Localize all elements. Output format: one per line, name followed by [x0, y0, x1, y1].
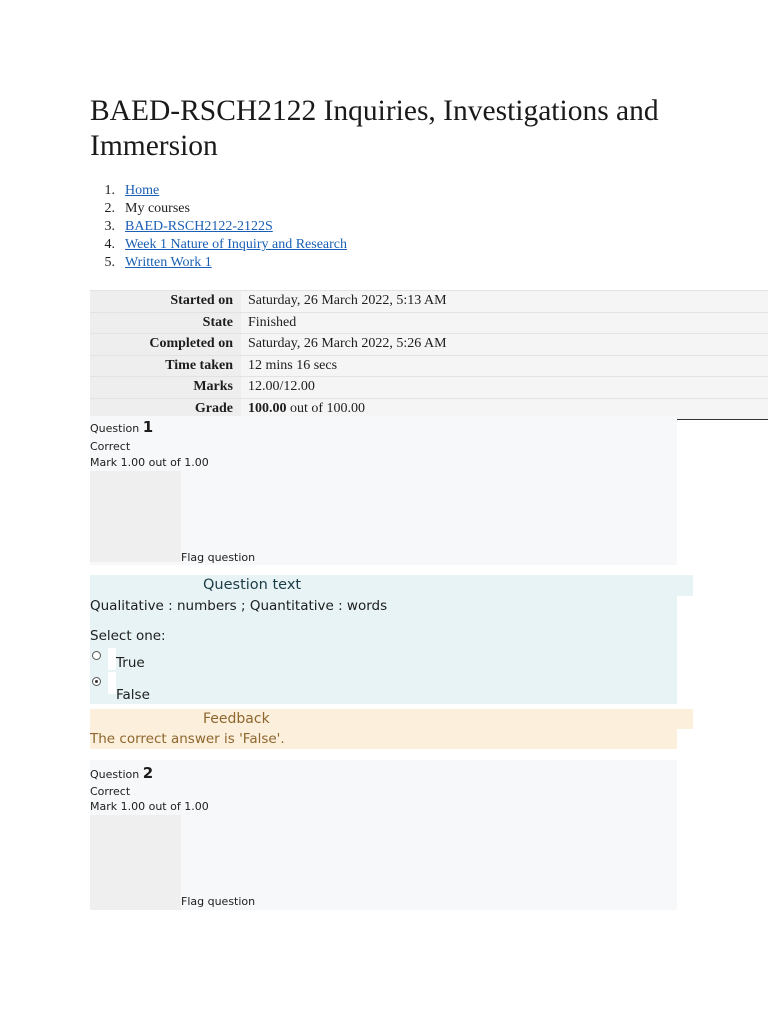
- summary-value: Saturday, 26 March 2022, 5:26 AM: [241, 334, 768, 356]
- breadcrumb-text-my-courses: My courses: [125, 201, 190, 216]
- question-label-text: Question: [90, 422, 140, 435]
- question-number: 2: [142, 764, 154, 782]
- question-text: Qualitative : numbers ; Quantitative : words: [90, 598, 388, 614]
- feedback-text: The correct answer is 'False'.: [90, 731, 285, 747]
- breadcrumb: [90, 182, 347, 272]
- page-title: BAED-RSCH2122 Inquiries, Investigations and Immersion: [90, 95, 659, 162]
- question-mark: Mark 1.00 out of 1.00: [90, 800, 209, 813]
- radio-true[interactable]: [92, 651, 101, 660]
- summary-value: 12.00/12.00: [241, 377, 768, 399]
- summary-value: 12 mins 16 secs: [241, 355, 768, 377]
- select-one-prompt: Select one:: [90, 628, 166, 644]
- breadcrumb-link-quiz[interactable]: Written Work 1: [125, 255, 212, 270]
- question-label: [90, 418, 153, 436]
- feedback-body: [90, 729, 677, 749]
- summary-value: Saturday, 26 March 2022, 5:13 AM: [241, 291, 768, 313]
- summary-row-completed-on: [90, 334, 768, 356]
- breadcrumb-link-week[interactable]: Week 1 Nature of Inquiry and Research: [125, 237, 348, 252]
- question-text-header: [90, 575, 693, 596]
- summary-label: Started on: [90, 291, 241, 313]
- summary-row-started-on: [90, 291, 768, 313]
- question-mark: Mark 1.00 out of 1.00: [90, 456, 209, 469]
- breadcrumb-number: 3.: [104, 219, 115, 234]
- option-spacer: [108, 648, 116, 670]
- summary-label: State: [90, 312, 241, 334]
- question-number: 1: [142, 418, 154, 436]
- flag-icon-placeholder: [90, 471, 181, 562]
- summary-label: Completed on: [90, 334, 241, 356]
- question-info-2: [90, 760, 677, 910]
- question-state: Correct: [90, 440, 131, 453]
- question-info-1: [90, 416, 677, 565]
- breadcrumb-link-course[interactable]: BAED-RSCH2122-2122S: [125, 219, 273, 234]
- flag-question-link[interactable]: Flag question: [181, 895, 256, 908]
- summary-label: Grade: [90, 398, 241, 420]
- summary-row-marks: [90, 377, 768, 399]
- breadcrumb-number: 2.: [104, 201, 115, 216]
- breadcrumb-number: 5.: [104, 255, 115, 270]
- question-text-heading: Question text: [203, 577, 302, 593]
- question-label-text: Question: [90, 768, 140, 781]
- breadcrumb-item-week: [90, 236, 347, 254]
- breadcrumb-number: 4.: [104, 237, 115, 252]
- breadcrumb-item-course: [90, 218, 347, 236]
- flag-question-link[interactable]: Flag question: [181, 551, 256, 564]
- breadcrumb-item-my-courses: [90, 200, 347, 218]
- option-label-true[interactable]: True: [116, 655, 145, 671]
- radio-false[interactable]: [92, 677, 101, 686]
- breadcrumb-link-home[interactable]: Home: [125, 183, 160, 198]
- question-label: [90, 764, 153, 782]
- feedback-heading: Feedback: [203, 711, 270, 727]
- feedback-header: [90, 709, 693, 729]
- summary-row-state: [90, 312, 768, 334]
- question-state: Correct: [90, 785, 131, 798]
- summary-value: Finished: [241, 312, 768, 334]
- summary-label: Time taken: [90, 355, 241, 377]
- attempt-summary-table: [90, 290, 768, 420]
- breadcrumb-item-home: [90, 182, 347, 200]
- option-spacer: [108, 672, 116, 694]
- breadcrumb-item-quiz: [90, 254, 347, 272]
- breadcrumb-number: 1.: [104, 183, 115, 198]
- question-text-body: [90, 596, 677, 704]
- summary-row-time-taken: [90, 355, 768, 377]
- summary-label: Marks: [90, 377, 241, 399]
- grade-out-of: out of 100.00: [286, 400, 366, 416]
- grade-value: 100.00: [248, 400, 287, 416]
- flag-icon-placeholder: [90, 815, 181, 910]
- option-label-false[interactable]: False: [116, 687, 150, 703]
